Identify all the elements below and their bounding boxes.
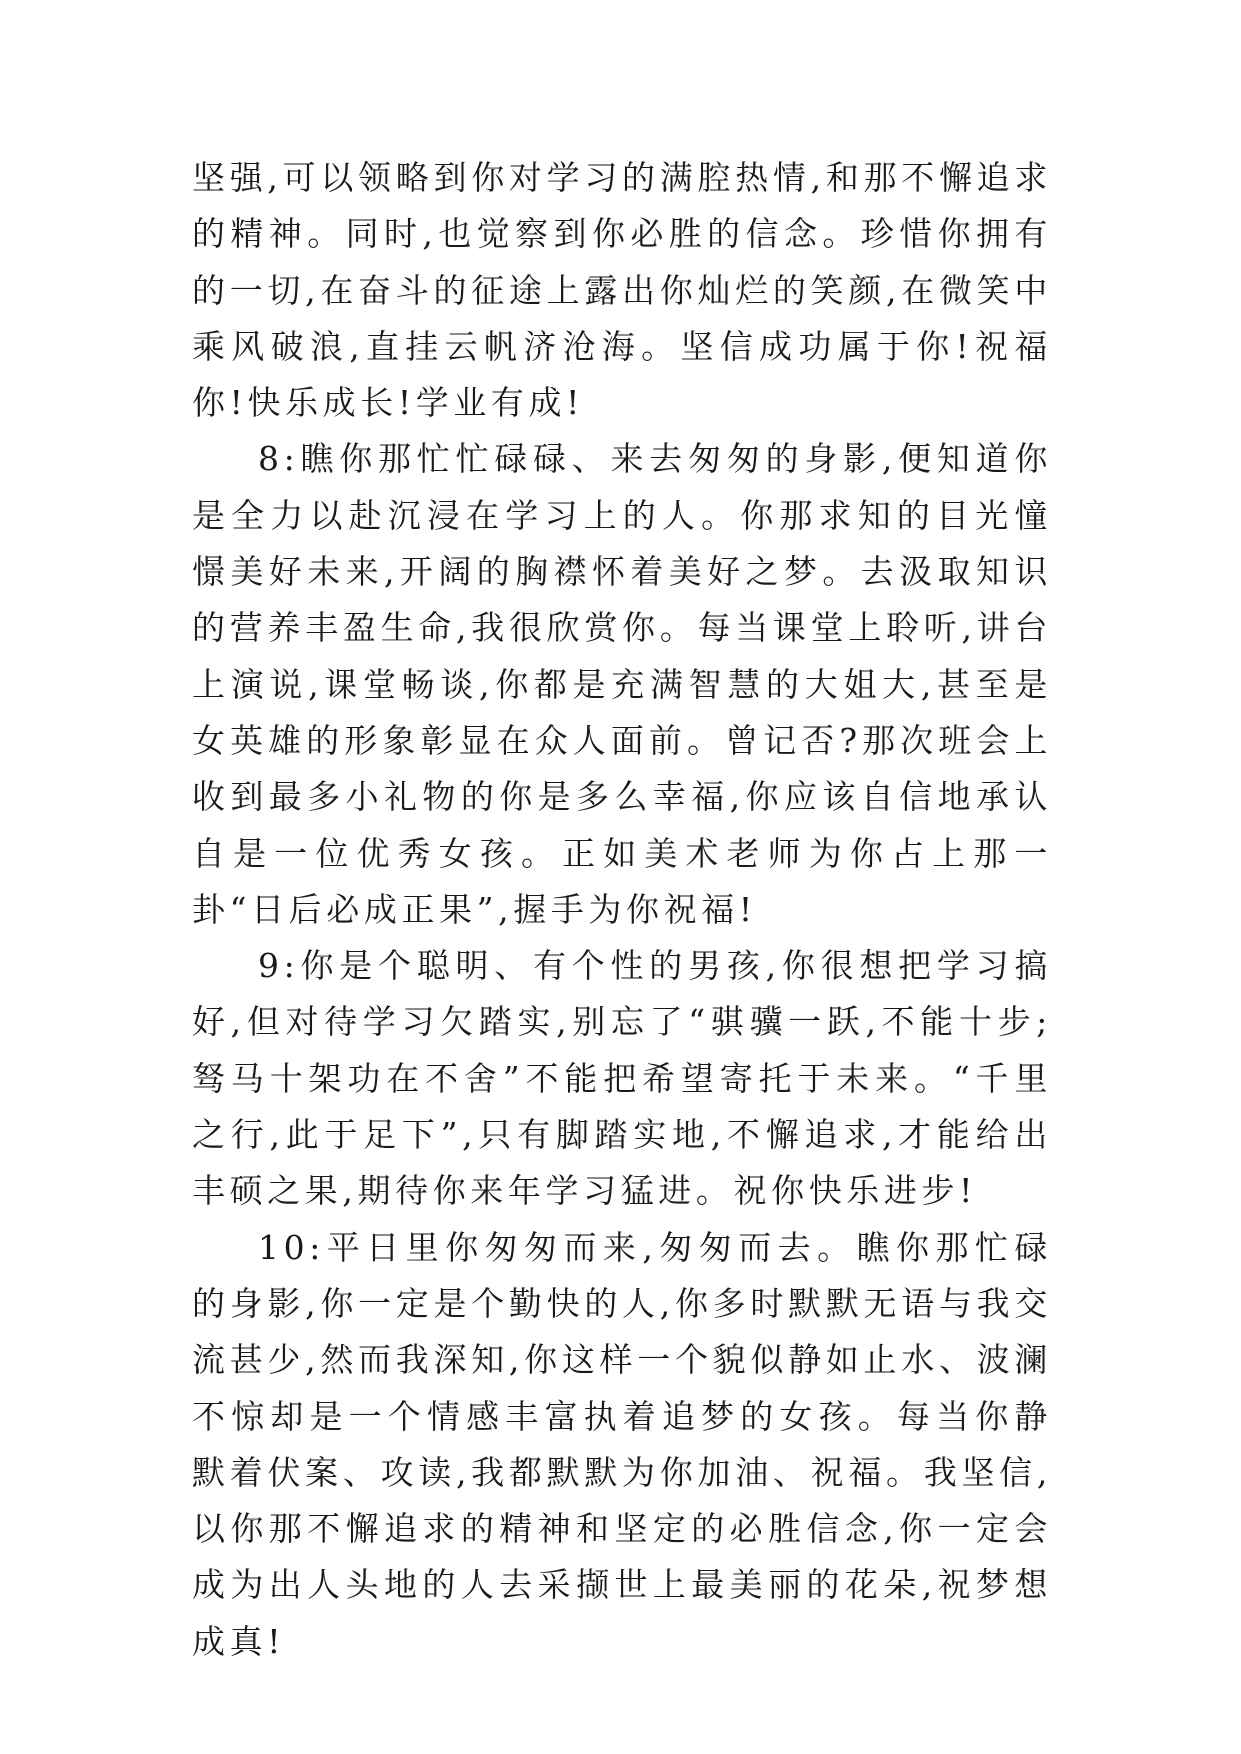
paragraph-9: 9:你是个聪明、有个性的男孩,你很想把学习搞好,但对待学习欠踏实,别忘了“骐骥一跃,不能十步;驽马十架功在不舍”不能把希望寄托于未来。“千里之行,此于足下”,只有脚踏实地,不懈追求,才能给出丰硕之果,期待你来年学习猛进。祝你快乐进步!	[192, 946, 1052, 1211]
paragraph-8: 8:瞧你那忙忙碌碌、来去匆匆的身影,便知道你是全力以赴沉浸在学习上的人。你那求知的目光憧憬美好未来,开阔的胸襟怀着美好之梦。去汲取知识的营养丰盈生命,我很欣赏你。每当课堂上聆听,讲台上演说,课堂畅谈,你都是充满智慧的大姐大,甚至是女英雄的形象彰显在众人面前。曾记否?那次班会上收到最多小礼物的你是多么幸福,你应该自信地承认自是一位优秀女孩。正如美术老师为你占上那一卦“日后必成正果”,握手为你祝福!	[192, 439, 1052, 929]
paragraph-continued: 坚强,可以领略到你对学习的满腔热情,和那不懈追求的精神。同时,也觉察到你必胜的信念。珍惜你拥有的一切,在奋斗的征途上露出你灿烂的笑颜,在微笑中乘风破浪,直挂云帆济沧海。坚信成功属于你!祝福你!快乐成长!学业有成!	[192, 158, 1052, 423]
document-body	[192, 150, 1052, 1670]
paragraph-10: 10:平日里你匆匆而来,匆匆而去。瞧你那忙碌的身影,你一定是个勤快的人,你多时默默无语与我交流甚少,然而我深知,你这样一个貌似静如止水、波澜不惊却是一个情感丰富执着追梦的女孩。每当你静默着伏案、攻读,我都默默为你加油、祝福。我坚信,以你那不懈追求的精神和坚定的必胜信念,你一定会成为出人头地的人去采撷世上最美丽的花朵,祝梦想成真!	[192, 1227, 1052, 1661]
